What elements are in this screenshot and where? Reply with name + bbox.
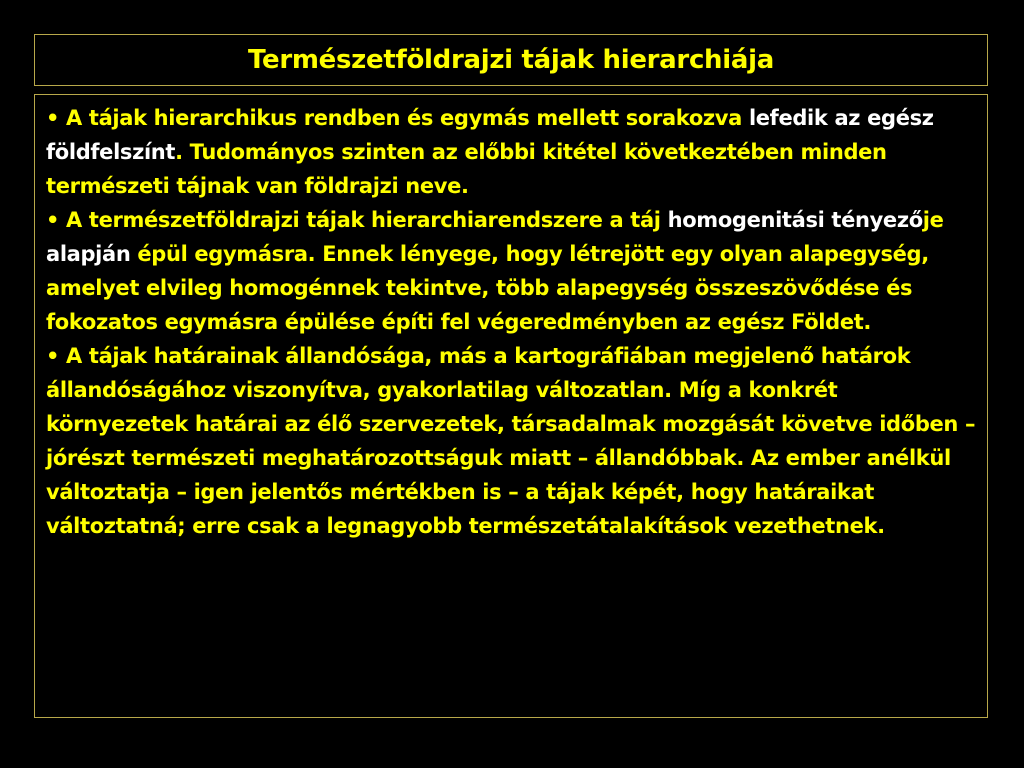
- title-frame: [34, 34, 988, 86]
- paragraph-1-part-2: . Tudományos szinten az előbbi kitétel következtében minden természeti tájnak van földrajzi neve.: [46, 140, 887, 198]
- paragraph-2-part-3: épül egymásra. Ennek lényege, hogy létrejött egy olyan alapegység, amelyet elvileg homogénnek tekintve, több alapegység összeszövődése és fokozatos egymásra épülése építi fel végeredményben az egész Földet.: [46, 242, 929, 334]
- paragraph-1-highlight: lefedik az egész földfelszínt: [46, 106, 934, 164]
- paragraph-3: [46, 339, 981, 543]
- paragraph-2-part-2: je: [922, 208, 944, 232]
- paragraph-1: [46, 101, 981, 203]
- paragraph-2-highlight-2: alapján: [46, 242, 131, 266]
- paragraph-2-highlight-1: homogenitási tényező: [667, 208, 923, 232]
- content-frame: [34, 94, 988, 718]
- paragraph-2-part-1: • A természetföldrajzi tájak hierarchiarendszere a táj: [46, 208, 668, 232]
- paragraph-1-part-1: • A tájak hierarchikus rendben és egymás mellett sorakozva: [46, 106, 749, 130]
- paragraph-3-text: • A tájak határainak állandósága, más a kartográfiában megjelenő határok állandóságához viszonyítva, gyakorlatilag változatlan. Míg a konkrét környezetek határai az élő szervezetek, társadalmak mozgását követve időben – jórészt természeti meghatározottságuk miatt – állandóbbak. Az ember anélkül változtatja – igen jelentős mértékben is – a tájak képét, hogy határaikat változtatná; erre csak a legnagyobb természetátalakítások vezethetnek.: [46, 344, 976, 538]
- slide-title: Természetföldrajzi tájak hierarchiája: [248, 45, 774, 75]
- paragraph-2: [46, 203, 981, 339]
